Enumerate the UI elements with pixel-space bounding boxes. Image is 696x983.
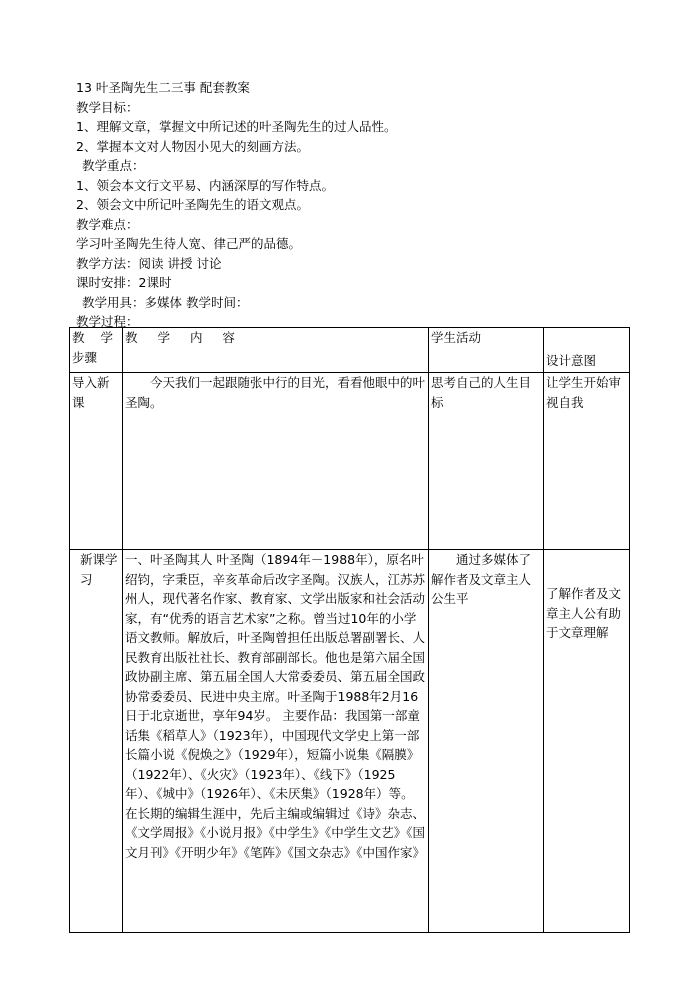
cell-student-activity: 通过多媒体了解作者及文章主人公生平 xyxy=(429,550,544,933)
key-point-2: 2、领会文中所记叶圣陶先生的语文观点。 xyxy=(76,197,309,212)
objective-1: 1、理解文章，掌握文中所记述的叶圣陶先生的过人品性。 xyxy=(76,119,397,134)
cell-design-intent: 让学生开始审视自我 xyxy=(544,373,630,550)
teaching-tools: 教学用具：多媒体 教学时间： xyxy=(82,294,249,310)
cell-design-intent: 了解作者及文章主人公有助于文章理解 xyxy=(544,550,630,933)
difficulty-heading: 教学难点： xyxy=(76,216,139,232)
header-student-activity: 学生活动 xyxy=(429,328,544,373)
process-heading: 教学过程： xyxy=(76,314,139,329)
lesson-title: 13 叶圣陶先生二三事 配套教案 xyxy=(76,80,250,95)
key-point-1: 1、领会本文行文平易、内涵深厚的写作特点。 xyxy=(76,177,334,193)
table-row xyxy=(70,373,630,550)
cell-step: 导入新课 xyxy=(70,373,123,550)
teaching-process-table xyxy=(69,327,630,933)
header-design-intent: 设计意图 xyxy=(544,328,630,373)
teaching-methods: 教学方法：阅读 讲授 讨论 xyxy=(76,255,222,271)
objective-2: 2、掌握本文对人物因小见大的刻画方法。 xyxy=(76,138,309,154)
difficulty-text: 学习叶圣陶先生待人宽、律己严的品德。 xyxy=(76,236,302,251)
key-points-heading: 教学重点： xyxy=(82,158,145,173)
cell-step: 新课学习 xyxy=(70,550,123,933)
header-content: 教 学 内 容 xyxy=(123,328,429,373)
header-step: 教 学 步骤 xyxy=(70,328,123,373)
cell-content: 一、叶圣陶其人 叶圣陶（1894年－1988年），原名叶绍钧，字秉臣，辛亥革命后改字圣陶。汉族人，江苏苏州人，现代著名作家、教育家、文学出版家和社会活动家，有“优秀的语言艺术家”之称。曾当过10年的小学语文教师。解放后，叶圣陶曾担任出版总署副署长、人民教育出版社社长、教育部副部长。他也是第六届全国政协副主席、第五届全国人大常委委员、第五届全国政协常委委员、民进中央主席。叶圣陶于1988年2月16日于北京逝世，享年94岁。 主要作品：我国第一部童话集《稻草人》（1923年），中国现代文学史上第一部长篇小说《倪焕之》（1929年），短篇小说集《隔膜》（1922年）、《火灾》（1923年）、《线下》（1925年）、《城中》（1926年）、《未厌集》（1928年）等。在长期的编辑生涯中，先后主编或编辑过《诗》杂志、《文学周报》《小说月报》《中学生》《中学生文艺》《国文月刊》《开明少年》《笔阵》《国文杂志》《中国作家》 xyxy=(123,550,429,933)
objectives-heading: 教学目标： xyxy=(76,99,139,115)
lesson-plan-header xyxy=(76,78,636,332)
table-header-row xyxy=(70,328,630,373)
class-hours: 课时安排：2课时 xyxy=(76,275,172,290)
table-row xyxy=(70,550,630,933)
cell-content: 今天我们一起跟随张中行的目光，看看他眼中的叶圣陶。 xyxy=(123,373,429,550)
cell-student-activity: 思考自己的人生目标 xyxy=(429,373,544,550)
